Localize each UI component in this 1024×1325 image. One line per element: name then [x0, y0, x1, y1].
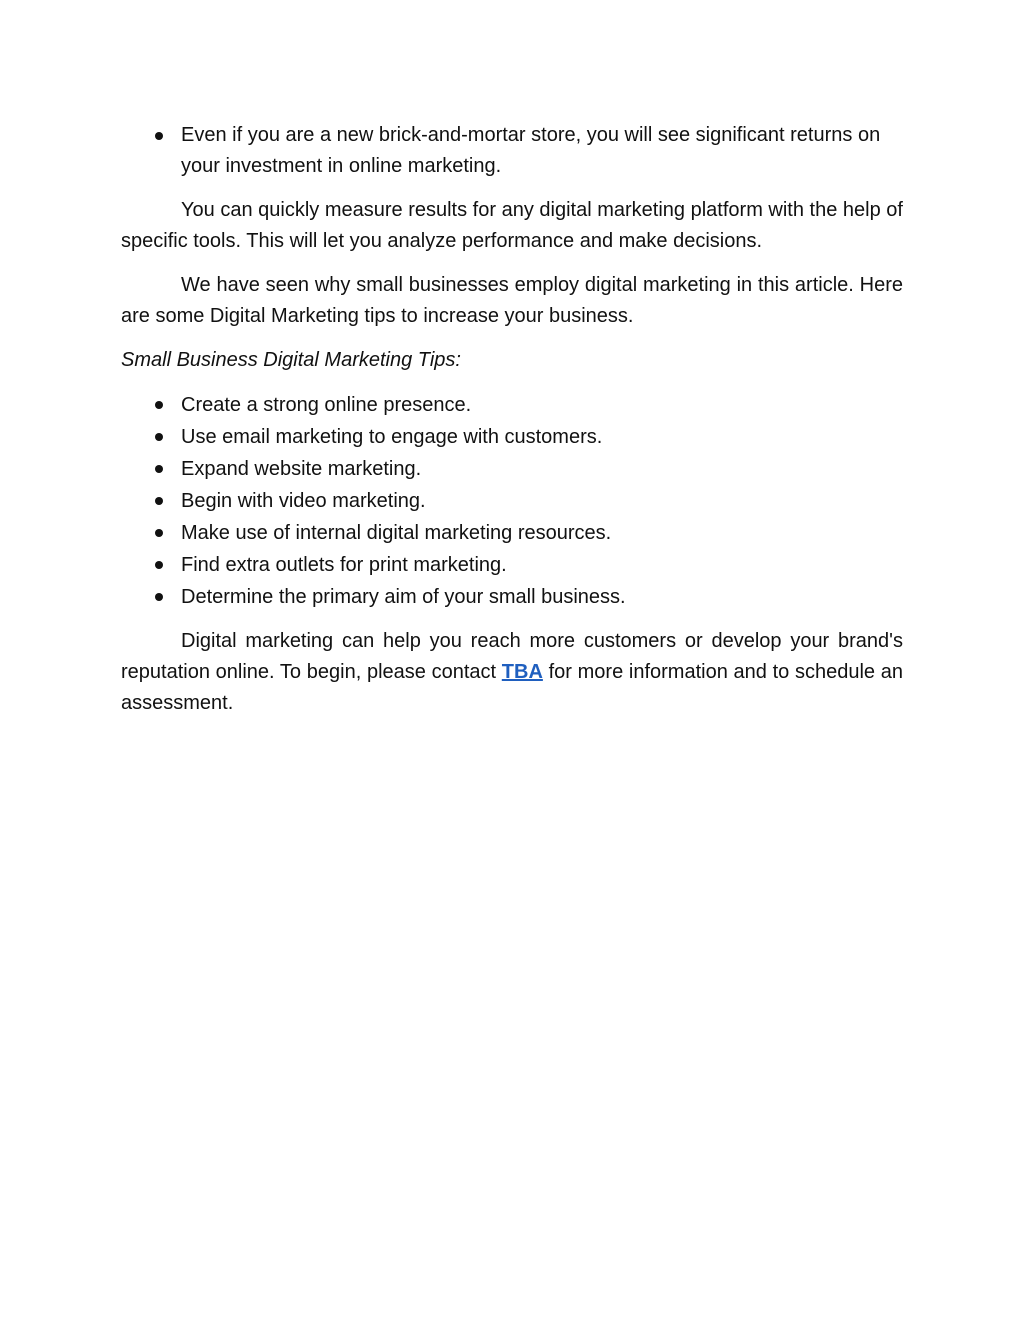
list-item-text: Find extra outlets for print marketing. [181, 554, 507, 576]
list-item-text: Determine the primary aim of your small business. [181, 586, 626, 608]
list-item [121, 421, 903, 453]
list-item [121, 453, 903, 485]
list-item [121, 485, 903, 517]
list-item-text: Use email marketing to engage with customers. [181, 426, 603, 448]
bullet-icon [155, 433, 163, 441]
list-item [121, 549, 903, 581]
list-item-text: Even if you are a new brick-and-mortar store, you will see significant returns on your investment in online marketing. [181, 124, 881, 177]
tips-list [121, 389, 903, 613]
list-item [121, 120, 903, 182]
list-item-text: Begin with video marketing. [181, 490, 426, 512]
list-item-text: Expand website marketing. [181, 458, 422, 480]
bullet-icon [155, 401, 163, 409]
list-item [121, 389, 903, 421]
intro-bullet-list [121, 120, 903, 182]
list-item [121, 517, 903, 549]
bullet-icon [155, 132, 163, 140]
list-item-text: Create a strong online presence. [181, 394, 472, 416]
list-item [121, 581, 903, 613]
closing-text-after-link: for more information and to schedule an assessment. [121, 661, 904, 714]
paragraph-measure: You can quickly measure results for any digital marketing platform with the help of specific tools. This will let you analyze performance and make decisions. [121, 199, 903, 252]
bullet-icon [155, 497, 163, 505]
bullet-icon [155, 561, 163, 569]
tips-heading: Small Business Digital Marketing Tips: [121, 349, 461, 371]
bullet-icon [155, 465, 163, 473]
document-body [121, 120, 903, 719]
tba-link[interactable]: TBA [501, 661, 543, 683]
list-item-text: Make use of internal digital marketing resources. [181, 522, 612, 544]
paragraph-seen: We have seen why small businesses employ digital marketing in this article. Here are some Digital Marketing tips to increase your business. [121, 274, 903, 327]
bullet-icon [155, 529, 163, 537]
bullet-icon [155, 593, 163, 601]
closing-text-before-link: Digital marketing can help you reach more customers or develop your brand's reputation online. To begin, please contact [121, 630, 903, 683]
paragraph-closing [121, 626, 903, 719]
